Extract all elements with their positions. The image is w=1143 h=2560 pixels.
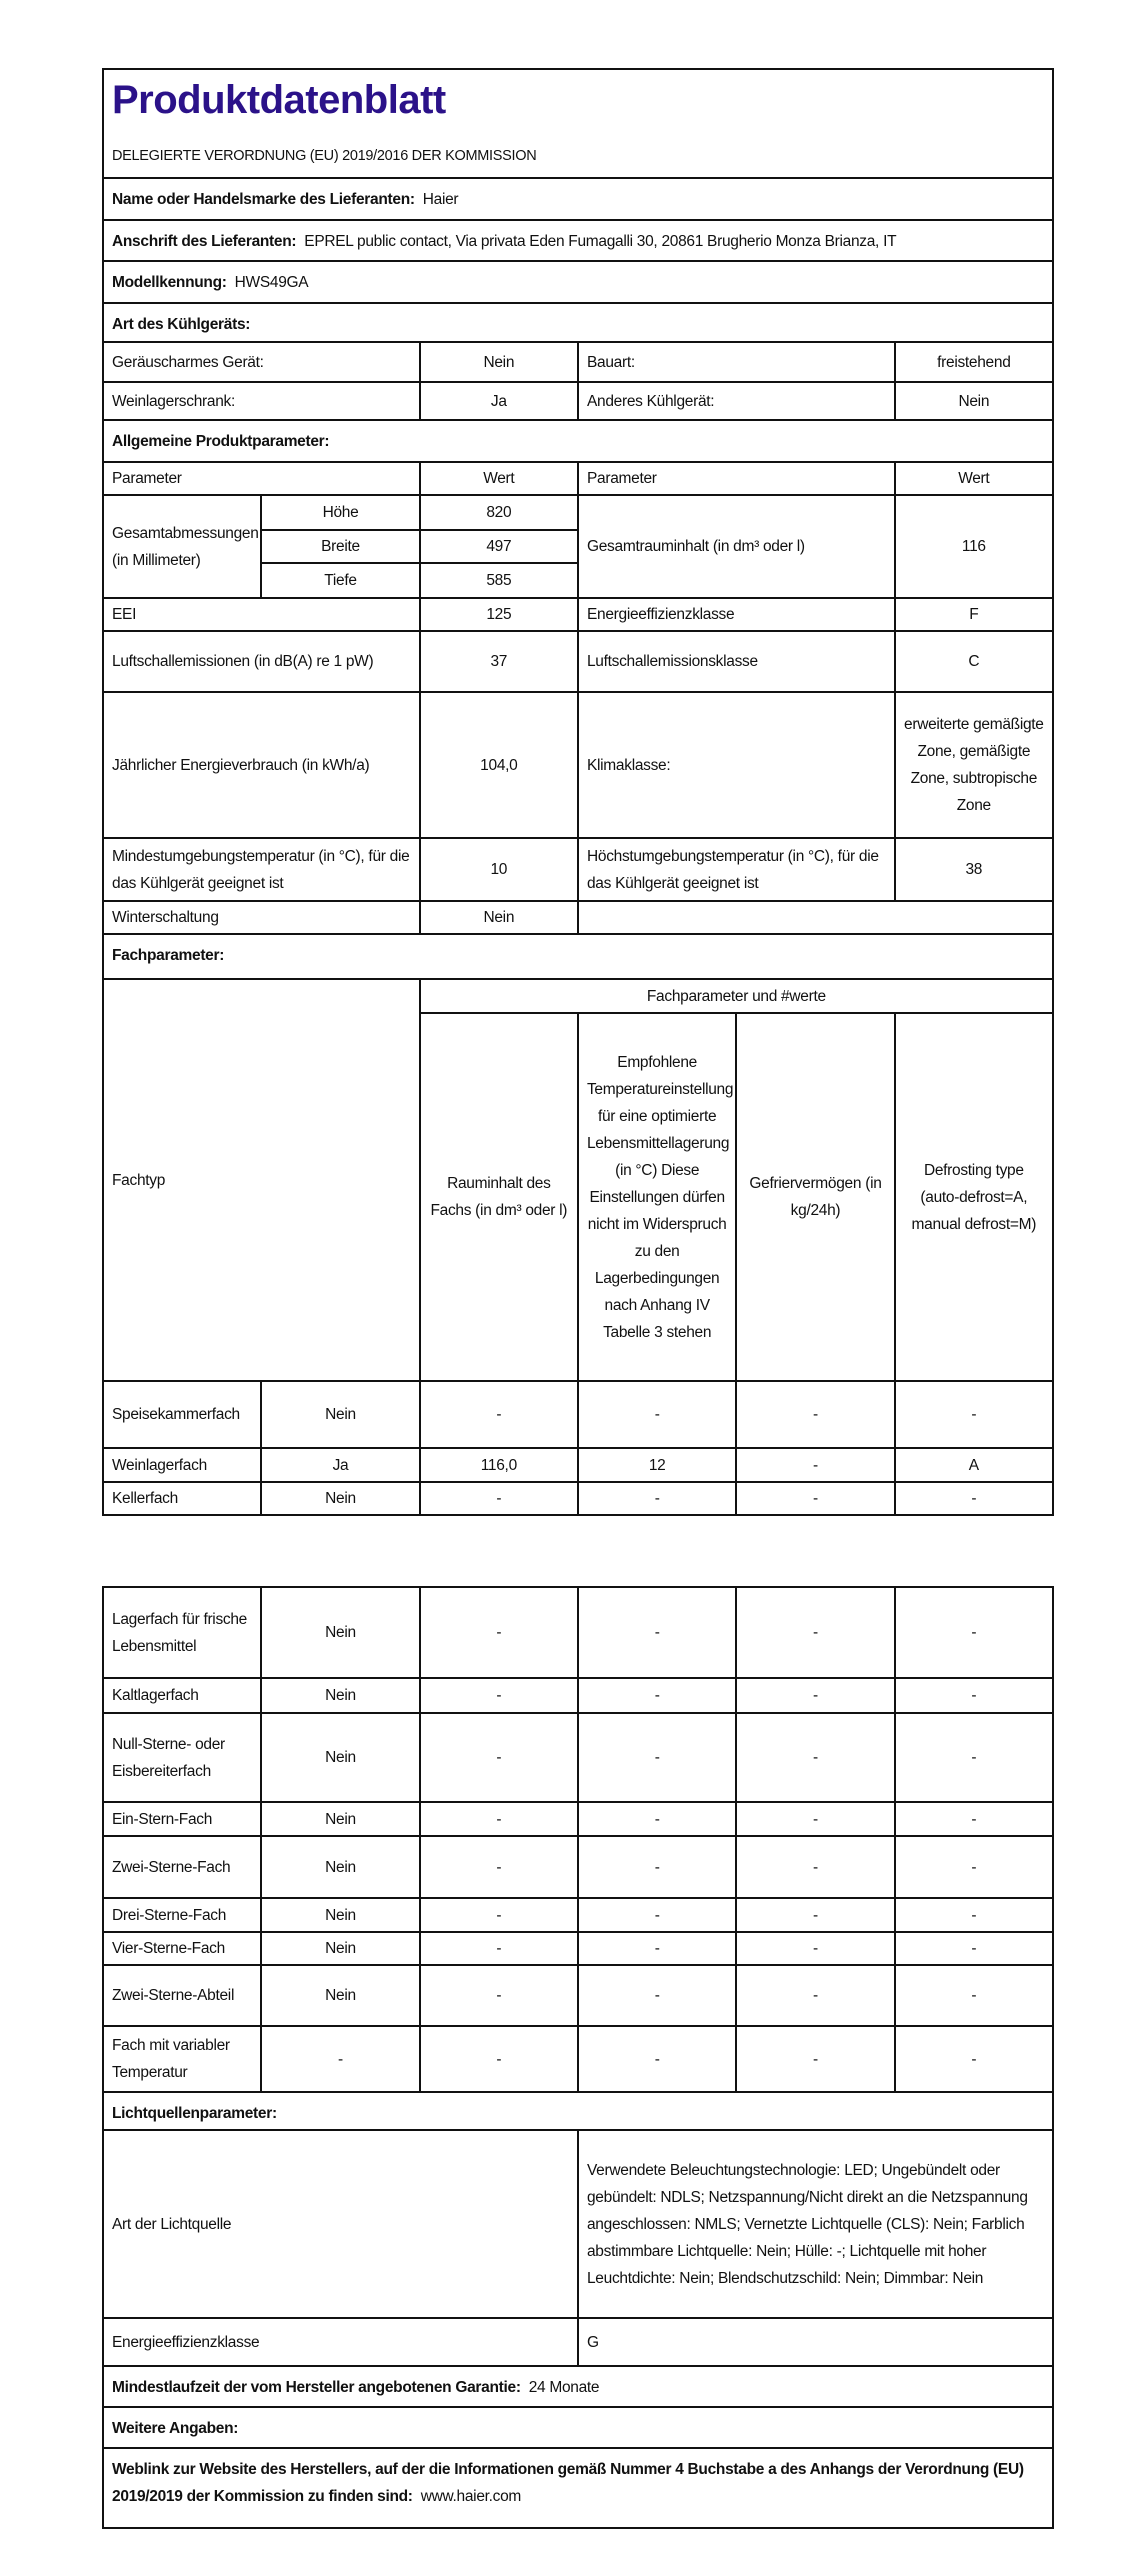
compartment-name: Speisekammerfach <box>103 1381 261 1448</box>
design-value: freistehend <box>895 342 1053 382</box>
more-info-section: Weitere Angaben: <box>103 2407 1053 2448</box>
compartment-volume: - <box>420 1898 578 1932</box>
low-noise-value: Nein <box>420 342 578 382</box>
compartment-row <box>103 1836 1053 1898</box>
compartment-volume: - <box>420 1587 578 1678</box>
compartment-volume: - <box>420 1381 578 1448</box>
light-energy-class-label: Energieeffizienzklasse <box>103 2318 578 2366</box>
compartment-row <box>103 1482 1053 1515</box>
compartment-volume: - <box>420 2026 578 2092</box>
compartment-volume: - <box>420 1836 578 1898</box>
winter-value: Nein <box>420 901 578 934</box>
compartment-volume: - <box>420 1713 578 1802</box>
compartment-name: Kellerfach <box>103 1482 261 1515</box>
compartment-name: Zwei-Sterne-Abteil <box>103 1965 261 2026</box>
compartment-temp: - <box>578 1381 736 1448</box>
compartment-present: Ja <box>261 1448 419 1482</box>
low-noise-label: Geräuscharmes Gerät: <box>103 342 420 382</box>
compartment-temp: - <box>578 1898 736 1932</box>
compartment-volume: - <box>420 1932 578 1965</box>
compartment-row <box>103 2026 1053 2092</box>
compartment-defrost: - <box>895 1482 1053 1515</box>
light-source-type-value: Verwendete Beleuchtungstechnologie: LED; Ungebündelt oder gebündelt: NDLS; Netzspannung/Nicht direkt an die Netzspannung angeschlossen: NMLS; Vernetzte Lichtquelle (CLS): Nein; Farblich abstimmbare Lichtquelle: Nein; Hülle: -; Lichtquelle mit hoher Leuchtdichte: Nein; Blendschutzschild: Nein; Dimmbar: Nein <box>578 2130 1053 2318</box>
general-params-section: Allgemeine Produktparameter: <box>103 420 1053 462</box>
compartment-present: Nein <box>261 1802 419 1836</box>
weblink-label: Weblink zur Website des Herstellers, auf der die Informationen gemäß Nummer 4 Buchstabe a des Anhangs der Verordnung (EU) 2019/2019 der Kommission zu finden sind: <box>112 2461 1024 2505</box>
compartment-present: Nein <box>261 1836 419 1898</box>
col-parameter: Parameter <box>103 462 420 495</box>
compartment-temp: - <box>578 1678 736 1713</box>
col-value-2: Wert <box>895 462 1053 495</box>
header-cell <box>103 69 1053 178</box>
compartment-present: Nein <box>261 1678 419 1713</box>
compartment-defrost: - <box>895 1802 1053 1836</box>
compartment-temp: - <box>578 1802 736 1836</box>
compartment-freezing: - <box>736 1678 894 1713</box>
dimensions-label: Gesamtabmessungen (in Millimeter) <box>103 495 261 598</box>
compartment-volume: - <box>420 1965 578 2026</box>
min-temp-label: Mindestumgebungstemperatur (in °C), für die das Kühlgerät geeignet ist <box>103 838 420 901</box>
compartment-defrost: - <box>895 1836 1053 1898</box>
energy-class-value: F <box>895 598 1053 631</box>
noise-label: Luftschallemissionen (in dB(A) re 1 pW) <box>103 631 420 692</box>
product-datasheet-table-page1 <box>102 68 1054 1516</box>
wine-cabinet-value: Ja <box>420 382 578 420</box>
compartment-present: Nein <box>261 1587 419 1678</box>
compartment-temp: - <box>578 1587 736 1678</box>
compartment-freezing: - <box>736 1802 894 1836</box>
compartment-name: Ein-Stern-Fach <box>103 1802 261 1836</box>
compartment-row <box>103 1802 1053 1836</box>
compartment-temp: 12 <box>578 1448 736 1482</box>
model-label: Modellkennung: <box>112 274 227 291</box>
wine-cabinet-label: Weinlagerschrank: <box>103 382 420 420</box>
compartment-row <box>103 1678 1053 1713</box>
supplier-name-row <box>103 178 1053 220</box>
compartment-present: - <box>261 2026 419 2092</box>
compartment-name: Lagerfach für frische Lebensmittel <box>103 1587 261 1678</box>
compartment-freezing: - <box>736 1381 894 1448</box>
col-value: Wert <box>420 462 578 495</box>
page-title: Produktdatenblatt <box>112 78 446 122</box>
compartment-freezing: - <box>736 1482 894 1515</box>
compartment-defrost: - <box>895 1678 1053 1713</box>
supplier-address-label: Anschrift des Lieferanten: <box>112 233 297 250</box>
light-source-type-label: Art der Lichtquelle <box>103 2130 578 2318</box>
noise-class-label: Luftschallemissionsklasse <box>578 631 895 692</box>
compartment-present: Nein <box>261 1965 419 2026</box>
max-temp-value: 38 <box>895 838 1053 901</box>
compartment-freezing: - <box>736 1836 894 1898</box>
compartment-temp: - <box>578 1932 736 1965</box>
weblink-row <box>103 2448 1053 2528</box>
compartment-name: Drei-Sterne-Fach <box>103 1898 261 1932</box>
warranty-value: 24 Monate <box>528 2379 600 2396</box>
design-label: Bauart: <box>578 342 895 382</box>
total-volume-value: 116 <box>895 495 1053 598</box>
col-parameter-2: Parameter <box>578 462 895 495</box>
light-energy-class-value: G <box>578 2318 1053 2366</box>
col-compartment-volume: Rauminhalt des Fachs (in dm³ oder l) <box>420 1013 578 1381</box>
energy-class-label: Energieeffizienzklasse <box>578 598 895 631</box>
depth-label: Tiefe <box>261 563 419 598</box>
compartment-freezing: - <box>736 1898 894 1932</box>
appliance-type-section: Art des Kühlgeräts: <box>103 303 1053 342</box>
annual-energy-value: 104,0 <box>420 692 578 838</box>
compartment-present: Nein <box>261 1932 419 1965</box>
model-value: HWS49GA <box>234 274 309 291</box>
compartment-name: Fach mit variabler Temperatur <box>103 2026 261 2092</box>
compartment-temp: - <box>578 1836 736 1898</box>
compartment-temp: - <box>578 1965 736 2026</box>
compartment-rows-page1 <box>103 1381 1053 1515</box>
noise-value: 37 <box>420 631 578 692</box>
compartment-row <box>103 1965 1053 2026</box>
compartment-defrost: A <box>895 1448 1053 1482</box>
compartment-params-section: Fachparameter: <box>103 934 1053 979</box>
compartment-group-header: Fachparameter und #werte <box>420 979 1053 1013</box>
compartment-name: Kaltlagerfach <box>103 1678 261 1713</box>
annual-energy-label: Jährlicher Energieverbrauch (in kWh/a) <box>103 692 420 838</box>
compartment-freezing: - <box>736 1448 894 1482</box>
compartment-name: Null-Sterne- oder Eisbereiterfach <box>103 1713 261 1802</box>
empty-cell <box>578 901 1053 934</box>
compartment-row <box>103 1898 1053 1932</box>
weblink-value[interactable]: www.haier.com <box>420 2488 522 2505</box>
depth-value: 585 <box>420 563 578 598</box>
warranty-row <box>103 2366 1053 2407</box>
col-defrost-type: Defrosting type (auto-defrost=A, manual defrost=M) <box>895 1013 1053 1381</box>
compartment-temp: - <box>578 1482 736 1515</box>
compartment-row <box>103 1713 1053 1802</box>
climate-class-label: Klimaklasse: <box>578 692 895 838</box>
supplier-name-value: Haier <box>422 191 459 208</box>
compartment-name: Zwei-Sterne-Fach <box>103 1836 261 1898</box>
min-temp-value: 10 <box>420 838 578 901</box>
compartment-defrost: - <box>895 1587 1053 1678</box>
winter-label: Winterschaltung <box>103 901 420 934</box>
compartment-present: Nein <box>261 1713 419 1802</box>
compartment-defrost: - <box>895 2026 1053 2092</box>
other-appliance-value: Nein <box>895 382 1053 420</box>
height-value: 820 <box>420 495 578 530</box>
light-source-section: Lichtquellenparameter: <box>103 2092 1053 2130</box>
compartment-volume: - <box>420 1482 578 1515</box>
compartment-rows-page2 <box>103 1587 1053 2092</box>
supplier-address-row <box>103 220 1053 261</box>
supplier-name-label: Name oder Handelsmarke des Lieferanten: <box>112 191 415 208</box>
noise-class-value: C <box>895 631 1053 692</box>
compartment-volume: - <box>420 1802 578 1836</box>
compartment-volume: - <box>420 1678 578 1713</box>
width-value: 497 <box>420 530 578 563</box>
supplier-address-value: EPREL public contact, Via privata Eden Fumagalli 30, 20861 Brugherio Monza Brianza, IT <box>304 233 897 250</box>
compartment-present: Nein <box>261 1898 419 1932</box>
col-recommended-temp: Empfohlene Temperatureinstellung für eine optimierte Lebensmittellagerung (in °C) Diese Einstellungen dürfen nicht im Widerspruch zu den Lagerbedingungen nach Anhang IV Tabelle 3 stehen <box>578 1013 736 1381</box>
compartment-row <box>103 1932 1053 1965</box>
width-label: Breite <box>261 530 419 563</box>
other-appliance-label: Anderes Kühlgerät: <box>578 382 895 420</box>
compartment-row <box>103 1381 1053 1448</box>
regulation-subtitle: DELEGIERTE VERORDNUNG (EU) 2019/2016 DER KOMMISSION <box>112 148 537 164</box>
eei-value: 125 <box>420 598 578 631</box>
compartment-name: Vier-Sterne-Fach <box>103 1932 261 1965</box>
product-datasheet-table-page2 <box>102 1586 1054 2529</box>
compartment-row <box>103 1448 1053 1482</box>
compartment-defrost: - <box>895 1713 1053 1802</box>
compartment-present: Nein <box>261 1482 419 1515</box>
compartment-defrost: - <box>895 1965 1053 2026</box>
compartment-freezing: - <box>736 1965 894 2026</box>
warranty-label: Mindestlaufzeit der vom Hersteller angebotenen Garantie: <box>112 2379 521 2396</box>
compartment-temp: - <box>578 2026 736 2092</box>
col-freezing-capacity: Gefriervermögen (in kg/24h) <box>736 1013 894 1381</box>
compartment-freezing: - <box>736 1587 894 1678</box>
compartment-temp: - <box>578 1713 736 1802</box>
height-label: Höhe <box>261 495 419 530</box>
compartment-volume: 116,0 <box>420 1448 578 1482</box>
compartment-row <box>103 1587 1053 1678</box>
compartment-freezing: - <box>736 1932 894 1965</box>
compartment-name: Weinlagerfach <box>103 1448 261 1482</box>
compartment-defrost: - <box>895 1381 1053 1448</box>
climate-class-value: erweiterte gemäßigte Zone, gemäßigte Zone, subtropische Zone <box>895 692 1053 838</box>
model-row <box>103 261 1053 303</box>
max-temp-label: Höchstumgebungstemperatur (in °C), für die das Kühlgerät geeignet ist <box>578 838 895 901</box>
compartment-freezing: - <box>736 2026 894 2092</box>
compartment-present: Nein <box>261 1381 419 1448</box>
compartment-freezing: - <box>736 1713 894 1802</box>
compartment-defrost: - <box>895 1898 1053 1932</box>
compartment-type-header: Fachtyp <box>103 979 420 1381</box>
compartment-defrost: - <box>895 1932 1053 1965</box>
total-volume-label: Gesamtrauminhalt (in dm³ oder l) <box>578 495 895 598</box>
eei-label: EEI <box>103 598 420 631</box>
